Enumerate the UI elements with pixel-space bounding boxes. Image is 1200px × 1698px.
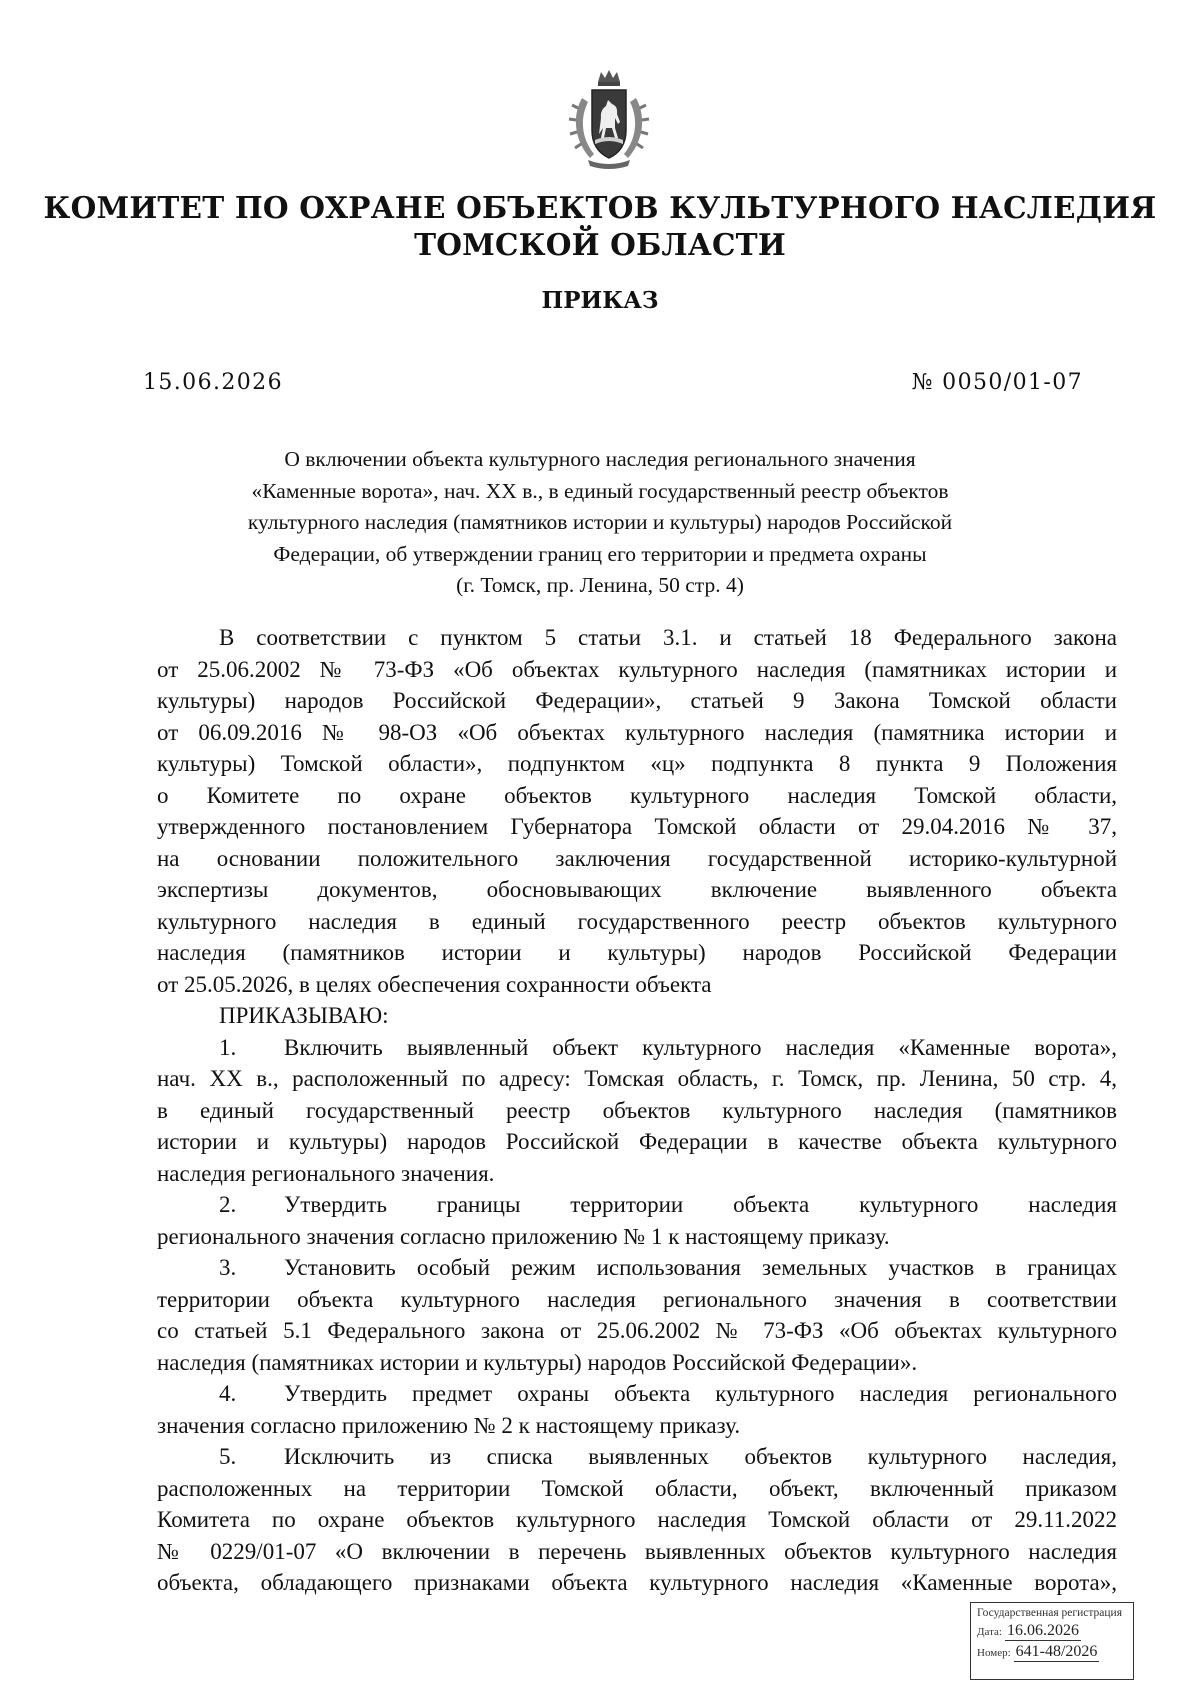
- order-date: 15.06.2026: [143, 370, 283, 395]
- item-first-line: Установить особый режим использования земельных участков в границах: [284, 1255, 1117, 1280]
- preamble-line: культуры) Томской области», подпунктом «ц» подпункта 8 пункта 9 Положения: [157, 751, 1117, 776]
- item-line: объекта, обладающего признаками объекта культурного наследия «Каменные ворота»,: [157, 1570, 1117, 1595]
- order-item-3: [157, 1252, 1117, 1378]
- item-first-line: Включить выявленный объект культурного наследия «Каменные ворота»,: [284, 1034, 1117, 1060]
- item-line: истории и культуры) народов Российской Федерации в качестве объекта культурного: [157, 1129, 1117, 1154]
- preamble-line: экспертизы документов, обосновывающих включение выявленного объекта: [157, 877, 1117, 902]
- subject-line: О включении объекта культурного наследия регионального значения: [284, 447, 916, 471]
- item-line: № 0229/01-07 «О включении в перечень выявленных объектов культурного наследия: [157, 1538, 1117, 1564]
- registration-date-label: Дата:: [977, 1626, 1002, 1638]
- preamble-line: культуры) народов Российской Федерации», статьей 9 Закона Томской области: [157, 688, 1117, 713]
- item-line: наследия (памятниках истории и культуры) народов Российской Федерации».: [157, 1349, 918, 1375]
- preamble-line: на основании положительного заключения государственной историко-культурной: [157, 845, 1117, 871]
- preamble-line: наследия (памятников истории и культуры) народов Российской Федерации: [157, 940, 1117, 965]
- item-line: значения согласно приложению № 2 к настоящему приказу.: [157, 1412, 741, 1438]
- subject-line: (г. Томск, пр. Ленина, 50 стр. 4): [456, 573, 744, 597]
- registration-number: 641-48/2026: [1015, 1643, 1098, 1660]
- organization-name-line1: КОМИТЕТ ПО ОХРАНЕ ОБЪЕКТОВ КУЛЬТУРНОГО НАСЛЕДИЯ: [43, 190, 1157, 225]
- item-line: регионального значения согласно приложению № 1 к настоящему приказу.: [157, 1223, 890, 1249]
- order-body: [157, 622, 1117, 1599]
- preamble-line: от 25.05.2026, в целях обеспечения сохранности объекта: [157, 971, 712, 997]
- item-first-line: Утвердить предмет охраны объекта культурного наследия регионального: [284, 1381, 1117, 1406]
- document-type: ПРИКАЗ: [541, 287, 659, 314]
- item-first-line: Утвердить границы территории объекта культурного наследия: [284, 1192, 1117, 1217]
- subject-line: Федерации, об утверждении границ его территории и предмета охраны: [273, 541, 927, 566]
- item-line: территории объекта культурного наследия регионального значения в соответствии: [157, 1286, 1117, 1312]
- registration-stamp: [970, 1602, 1134, 1680]
- preamble-line: от 25.06.2002 № 73-ФЗ «Об объектах культурного наследия (памятниках истории и: [157, 656, 1117, 682]
- order-item-4: [157, 1378, 1117, 1441]
- registration-number-label: Номер:: [977, 1647, 1011, 1659]
- order-number: № 0050/01-07: [911, 370, 1083, 395]
- preamble-line: В соответствии с пунктом 5 статьи 3.1. и статьей 18 Федерального закона: [219, 625, 1117, 650]
- preamble-line: культурного наследия в единый государственного реестр объектов культурного: [157, 908, 1117, 934]
- item-number: 4.: [219, 1381, 237, 1406]
- subject-line: культурного наследия (памятников истории и культуры) народов Российской: [247, 510, 953, 534]
- item-number: 2.: [219, 1192, 237, 1217]
- registration-date: 16.06.2026: [1006, 1622, 1079, 1639]
- item-number: 3.: [219, 1255, 237, 1280]
- item-number: 1.: [219, 1034, 237, 1060]
- item-line: наследия регионального значения.: [157, 1160, 495, 1186]
- order-word: ПРИКАЗЫВАЮ:: [219, 1003, 389, 1028]
- order-subject: [150, 444, 1050, 602]
- order-item-1: [157, 1032, 1117, 1190]
- preamble-line: от 06.09.2016 № 98-ОЗ «Об объектах культурного наследия (памятника истории и: [157, 719, 1117, 745]
- item-first-line: Исключить из списка выявленных объектов культурного наследия,: [284, 1444, 1117, 1469]
- preamble-line: утвержденного постановлением Губернатора Томской области от 29.04.2016 № 37,: [157, 814, 1117, 839]
- item-line: нач. XX в., расположенный по адресу: Томская область, г. Томск, пр. Ленина, 50 стр. 4,: [157, 1066, 1117, 1091]
- item-line: расположенных на территории Томской области, объект, включенный приказом: [157, 1475, 1117, 1501]
- item-number: 5.: [219, 1444, 237, 1469]
- registration-title: Государственная регистрация: [977, 1607, 1122, 1619]
- item-line: Комитета по охране объектов культурного наследия Томской области от 29.11.2022: [157, 1507, 1117, 1532]
- item-line: в единый государственный реестр объектов культурного наследия (памятников: [157, 1097, 1117, 1123]
- order-item-2: [157, 1189, 1117, 1252]
- order-item-5: [157, 1441, 1117, 1599]
- preamble: [157, 622, 1117, 1000]
- item-line: со статьей 5.1 Федерального закона от 25.06.2002 № 73-ФЗ «Об объектах культурного: [157, 1318, 1117, 1343]
- subject-line: «Каменные ворота», нач. XX в., в единый государственный реестр объектов: [251, 478, 949, 503]
- coat-of-arms-icon: [568, 68, 650, 172]
- preamble-line: о Комитете по охране объектов культурного наследия Томской области,: [157, 782, 1117, 808]
- organization-name-line2: ТОМСКОЙ ОБЛАСТИ: [414, 227, 786, 262]
